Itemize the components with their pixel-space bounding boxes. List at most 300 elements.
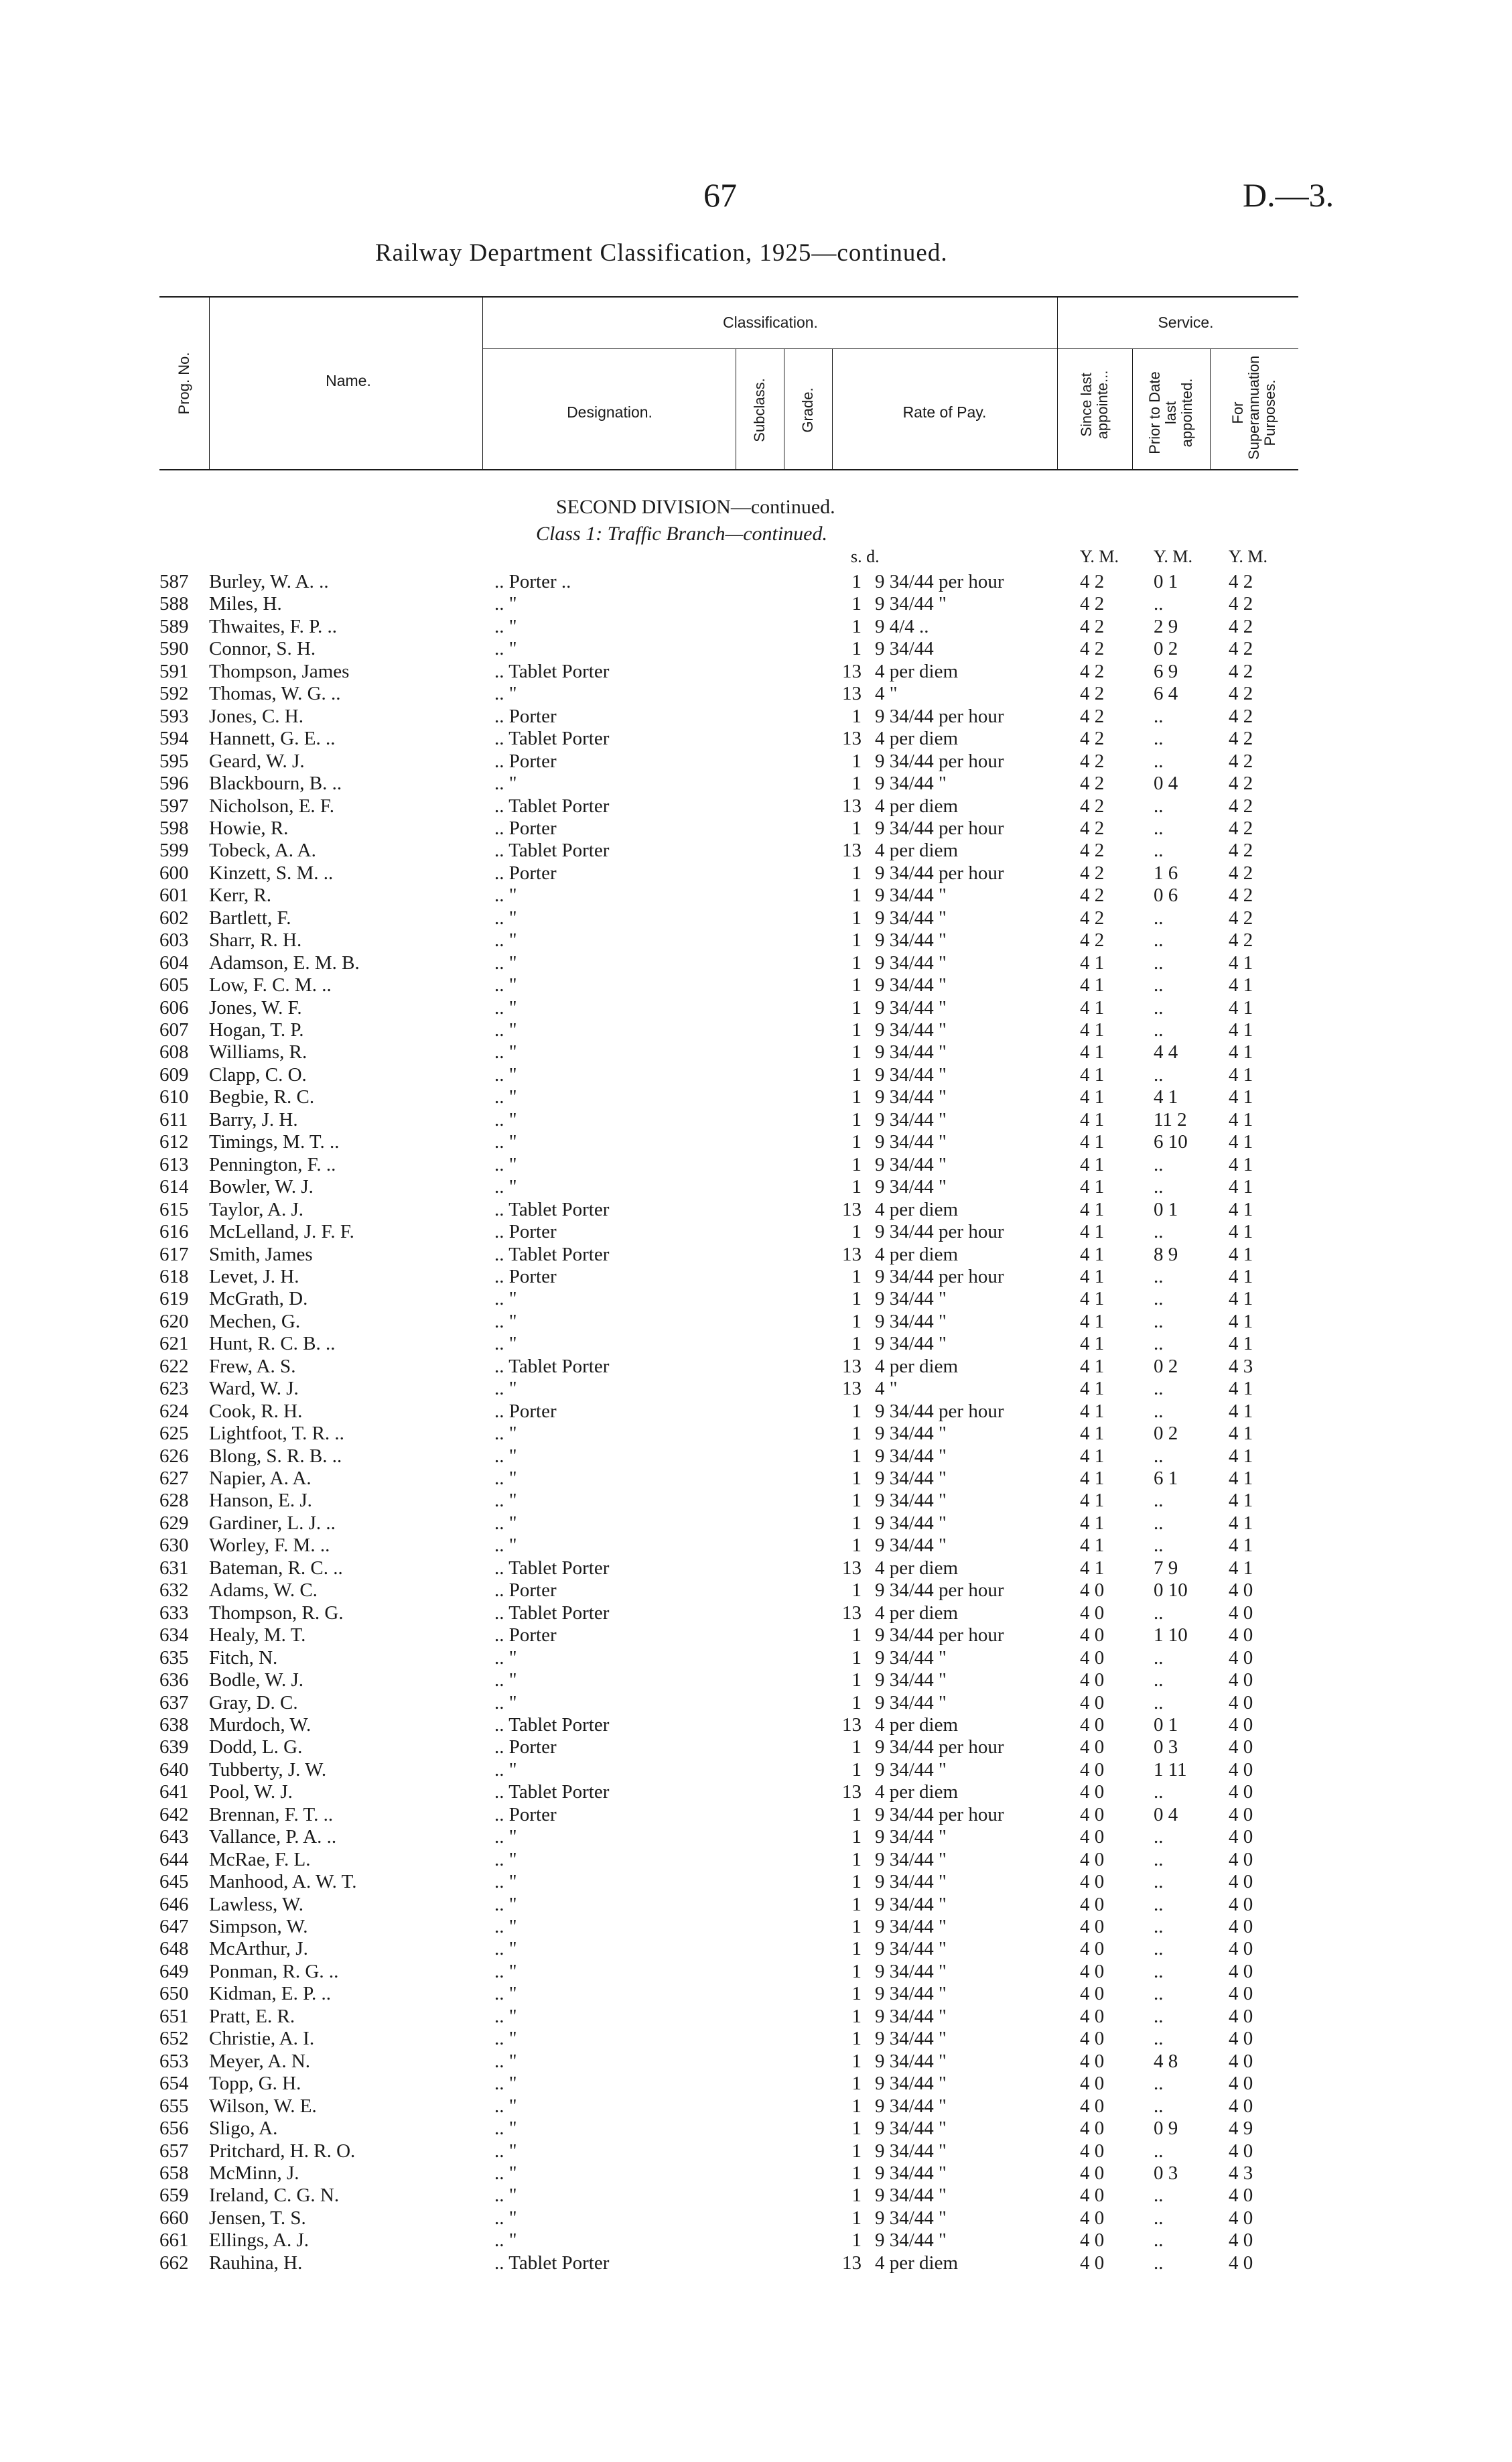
prog-no-cell: 637 xyxy=(159,1691,189,1713)
superannuation-cell: 4 0 xyxy=(1229,1803,1253,1825)
prog-no-cell: 641 xyxy=(159,1781,189,1803)
subclass-cell: 13 xyxy=(842,1198,862,1220)
prog-no-cell: 638 xyxy=(159,1713,189,1736)
prior-to-cell: .. xyxy=(1154,593,1164,615)
since-last-cell: 4 0 xyxy=(1080,1624,1105,1646)
designation-cell: .. Tablet Porter xyxy=(494,1557,610,1579)
superannuation-cell: 4 1 xyxy=(1229,1512,1253,1534)
name-cell: McLelland, J. F. F. xyxy=(209,1221,354,1243)
superannuation-cell: 4 1 xyxy=(1229,1108,1253,1130)
table-row xyxy=(0,929,1512,952)
prior-to-cell: .. xyxy=(1154,2229,1164,2252)
rate-of-pay-cell: 9 34/44 " xyxy=(875,1333,947,1355)
since-last-cell: 4 1 xyxy=(1080,1265,1105,1287)
since-last-cell: 4 1 xyxy=(1080,1288,1105,1310)
name-cell: Howie, R. xyxy=(209,817,289,839)
superannuation-cell: 4 9 xyxy=(1229,2118,1253,2140)
table-row xyxy=(0,1468,1512,1490)
prog-no-cell: 605 xyxy=(159,974,189,996)
prog-no-cell: 660 xyxy=(159,2207,189,2229)
superannuation-cell: 4 0 xyxy=(1229,1758,1253,1780)
prog-no-cell: 619 xyxy=(159,1288,189,1310)
name-cell: Bowler, W. J. xyxy=(209,1176,314,1198)
since-last-cell: 4 1 xyxy=(1080,1041,1105,1063)
since-last-cell: 4 0 xyxy=(1080,1916,1105,1937)
subclass-cell: 1 xyxy=(851,1871,862,1893)
prior-to-cell: .. xyxy=(1154,2028,1164,2050)
rate-of-pay-cell: 9 34/44 " xyxy=(875,952,947,974)
designation-cell: .. " xyxy=(494,1041,517,1063)
subclass-cell: 1 xyxy=(851,638,862,660)
prior-to-cell: .. xyxy=(1154,1669,1164,1691)
designation-cell: .. " xyxy=(494,593,517,615)
prog-no-cell: 644 xyxy=(159,1848,189,1870)
rate-of-pay-cell: 9 34/44 " xyxy=(875,2207,947,2229)
prior-to-cell: .. xyxy=(1154,1781,1164,1803)
table-row xyxy=(0,1356,1512,1378)
rate-of-pay-cell: 9 34/44 per hour xyxy=(875,1400,1004,1422)
designation-cell: .. " xyxy=(494,1176,517,1198)
designation-cell: .. " xyxy=(494,1758,517,1780)
prior-to-cell: 11 2 xyxy=(1154,1108,1187,1130)
prior-to-cell: 6 1 xyxy=(1154,1468,1178,1489)
table-row xyxy=(0,1938,1512,1960)
table-row xyxy=(0,1041,1512,1063)
prog-no-cell: 589 xyxy=(159,615,189,637)
name-cell: Pennington, F. .. xyxy=(209,1153,336,1175)
since-last-cell: 4 2 xyxy=(1080,840,1105,862)
designation-cell: .. Porter xyxy=(494,705,557,727)
prog-no-cell: 659 xyxy=(159,2185,189,2207)
name-cell: Levet, J. H. xyxy=(209,1265,299,1287)
name-cell: Simpson, W. xyxy=(209,1916,308,1937)
name-cell: Manhood, A. W. T. xyxy=(209,1871,357,1893)
superannuation-cell: 4 0 xyxy=(1229,1826,1253,1848)
prior-to-cell: .. xyxy=(1154,1176,1164,1198)
prog-no-cell: 588 xyxy=(159,593,189,615)
prior-to-cell: 0 3 xyxy=(1154,1736,1178,1758)
since-last-cell: 4 0 xyxy=(1080,2185,1105,2207)
subclass-cell: 13 xyxy=(842,660,862,682)
table-row xyxy=(0,1288,1512,1310)
col-divider xyxy=(1057,296,1058,469)
superannuation-cell: 4 0 xyxy=(1229,1736,1253,1758)
rate-of-pay-cell: 9 34/44 per hour xyxy=(875,1624,1004,1646)
subclass-cell: 13 xyxy=(842,1781,862,1803)
prog-no-cell: 628 xyxy=(159,1490,189,1512)
prog-no-cell: 653 xyxy=(159,2050,189,2072)
subclass-cell: 1 xyxy=(851,1758,862,1780)
subclass-cell: 1 xyxy=(851,571,862,592)
superannuation-cell: 4 0 xyxy=(1229,1713,1253,1736)
classification-rule xyxy=(482,348,1057,349)
rate-of-pay-cell: 4 per diem xyxy=(875,728,959,750)
prior-to-cell: .. xyxy=(1154,1378,1164,1400)
table-row xyxy=(0,1199,1512,1221)
prog-no-cell: 602 xyxy=(159,907,189,929)
prog-no-cell: 590 xyxy=(159,638,189,660)
table-row xyxy=(0,1401,1512,1423)
rate-of-pay-cell: 9 34/44 " xyxy=(875,1848,947,1870)
name-cell: Pool, W. J. xyxy=(209,1781,293,1803)
subclass-cell: 1 xyxy=(851,1445,862,1467)
name-cell: Topp, G. H. xyxy=(209,2073,301,2095)
rate-of-pay-cell: 9 34/44 " xyxy=(875,1669,947,1691)
designation-cell: .. " xyxy=(494,2073,517,2095)
designation-cell: .. " xyxy=(494,2118,517,2140)
prog-no-cell: 645 xyxy=(159,1871,189,1893)
table-row xyxy=(0,1333,1512,1355)
superannuation-cell: 4 1 xyxy=(1229,1019,1253,1041)
table-row xyxy=(0,795,1512,818)
units-ym: Y. M. xyxy=(1229,547,1268,566)
since-last-cell: 4 0 xyxy=(1080,1938,1105,1960)
name-cell: Blackbourn, B. .. xyxy=(209,773,342,795)
header-top-rule xyxy=(159,296,1298,298)
col-designation: Designation. xyxy=(567,403,652,421)
since-last-cell: 4 2 xyxy=(1080,929,1105,952)
name-cell: Cook, R. H. xyxy=(209,1400,303,1422)
prior-to-cell: .. xyxy=(1154,1691,1164,1713)
prior-to-cell: .. xyxy=(1154,1960,1164,1982)
prior-to-cell: .. xyxy=(1154,2005,1164,2027)
subclass-cell: 1 xyxy=(851,1960,862,1982)
subclass-cell: 1 xyxy=(851,1221,862,1243)
superannuation-cell: 4 0 xyxy=(1229,1669,1253,1691)
prior-to-cell: .. xyxy=(1154,1535,1164,1557)
name-cell: Tubberty, J. W. xyxy=(209,1758,327,1780)
designation-cell: .. Tablet Porter xyxy=(494,1355,610,1377)
subclass-cell: 1 xyxy=(851,615,862,637)
name-cell: Ponman, R. G. .. xyxy=(209,1960,339,1982)
table-row xyxy=(0,2229,1512,2252)
col-grade: Grade. xyxy=(799,387,816,433)
header-bottom-rule xyxy=(159,469,1298,470)
rate-of-pay-cell: 9 34/44 " xyxy=(875,907,947,929)
prior-to-cell: .. xyxy=(1154,996,1164,1019)
designation-cell: .. " xyxy=(494,1153,517,1175)
prog-no-cell: 627 xyxy=(159,1468,189,1489)
name-cell: Ward, W. J. xyxy=(209,1378,299,1400)
superannuation-cell: 4 0 xyxy=(1229,1871,1253,1893)
subclass-cell: 1 xyxy=(851,974,862,996)
prog-no-cell: 621 xyxy=(159,1333,189,1355)
rate-of-pay-cell: 9 34/44 " xyxy=(875,1758,947,1780)
since-last-cell: 4 0 xyxy=(1080,1646,1105,1669)
since-last-cell: 4 2 xyxy=(1080,862,1105,884)
designation-cell: .. " xyxy=(494,974,517,996)
prog-no-cell: 594 xyxy=(159,728,189,750)
rate-of-pay-cell: 9 34/44 " xyxy=(875,1176,947,1198)
table-row xyxy=(0,1490,1512,1512)
table-row xyxy=(0,1154,1512,1176)
name-cell: Nicholson, E. F. xyxy=(209,795,334,817)
prior-to-cell: 7 9 xyxy=(1154,1557,1178,1579)
prog-no-cell: 591 xyxy=(159,660,189,682)
designation-cell: .. " xyxy=(494,952,517,974)
superannuation-cell: 4 2 xyxy=(1229,773,1253,795)
superannuation-cell: 4 1 xyxy=(1229,1086,1253,1108)
col-divider xyxy=(832,348,833,469)
superannuation-cell: 4 0 xyxy=(1229,1983,1253,2005)
designation-cell: .. " xyxy=(494,1445,517,1467)
col-since-last: Since last appointe... xyxy=(1078,370,1111,440)
superannuation-cell: 4 2 xyxy=(1229,728,1253,750)
name-cell: Connor, S. H. xyxy=(209,638,316,660)
subclass-cell: 1 xyxy=(851,705,862,727)
table-row xyxy=(0,1535,1512,1557)
table-row xyxy=(0,2162,1512,2185)
name-cell: Taylor, A. J. xyxy=(209,1198,303,1220)
table-row xyxy=(0,638,1512,660)
table-row xyxy=(0,1311,1512,1333)
rate-of-pay-cell: 9 34/44 " xyxy=(875,1646,947,1669)
designation-cell: .. " xyxy=(494,683,517,705)
designation-cell: .. " xyxy=(494,1960,517,1982)
rate-of-pay-cell: 4 per diem xyxy=(875,1243,959,1265)
since-last-cell: 4 2 xyxy=(1080,683,1105,705)
superannuation-cell: 4 0 xyxy=(1229,2005,1253,2027)
prior-to-cell: 6 9 xyxy=(1154,660,1178,682)
table-row xyxy=(0,1266,1512,1288)
designation-cell: .. " xyxy=(494,1310,517,1332)
rate-of-pay-cell: 9 34/44 " xyxy=(875,2229,947,2252)
designation-cell: .. " xyxy=(494,1378,517,1400)
prog-no-cell: 634 xyxy=(159,1624,189,1646)
since-last-cell: 4 0 xyxy=(1080,1803,1105,1825)
since-last-cell: 4 2 xyxy=(1080,817,1105,839)
prog-no-cell: 611 xyxy=(159,1108,188,1130)
prior-to-cell: 1 6 xyxy=(1154,862,1178,884)
subclass-cell: 13 xyxy=(842,728,862,750)
superannuation-cell: 4 0 xyxy=(1229,1893,1253,1915)
prog-no-cell: 599 xyxy=(159,840,189,862)
prior-to-cell: 0 4 xyxy=(1154,773,1178,795)
prog-no-cell: 631 xyxy=(159,1557,189,1579)
table-row xyxy=(0,1176,1512,1198)
col-prior-to: Prior to Date last appointed. xyxy=(1146,371,1195,454)
rate-of-pay-cell: 9 34/44 xyxy=(875,638,934,660)
prog-no-cell: 649 xyxy=(159,1960,189,1982)
designation-cell: .. " xyxy=(494,1019,517,1041)
prior-to-cell: .. xyxy=(1154,1400,1164,1422)
prior-to-cell: .. xyxy=(1154,1602,1164,1624)
prior-to-cell: .. xyxy=(1154,1490,1164,1512)
prior-to-cell: .. xyxy=(1154,1333,1164,1355)
prog-no-cell: 655 xyxy=(159,2095,189,2117)
prior-to-cell: .. xyxy=(1154,1646,1164,1669)
designation-cell: .. " xyxy=(494,2207,517,2229)
prog-no-cell: 600 xyxy=(159,862,189,884)
designation-cell: .. " xyxy=(494,1086,517,1108)
prior-to-cell: 0 1 xyxy=(1154,571,1178,592)
designation-cell: .. " xyxy=(494,2095,517,2117)
rate-of-pay-cell: 9 34/44 " xyxy=(875,2185,947,2207)
name-cell: Hannett, G. E. .. xyxy=(209,728,336,750)
prior-to-cell: .. xyxy=(1154,1826,1164,1848)
name-cell: Pritchard, H. R. O. xyxy=(209,2140,356,2162)
rate-of-pay-cell: 9 34/44 " xyxy=(875,2162,947,2184)
subclass-cell: 13 xyxy=(842,683,862,705)
superannuation-cell: 4 1 xyxy=(1229,1490,1253,1512)
subclass-cell: 1 xyxy=(851,1893,862,1915)
since-last-cell: 4 0 xyxy=(1080,2118,1105,2140)
subclass-cell: 1 xyxy=(851,1691,862,1713)
table-row xyxy=(0,1624,1512,1646)
prior-to-cell: .. xyxy=(1154,1848,1164,1870)
since-last-cell: 4 1 xyxy=(1080,1445,1105,1467)
superannuation-cell: 4 2 xyxy=(1229,571,1253,592)
since-last-cell: 4 2 xyxy=(1080,571,1105,592)
designation-cell: .. " xyxy=(494,1333,517,1355)
subclass-cell: 1 xyxy=(851,1983,862,2005)
rate-of-pay-cell: 9 34/44 " xyxy=(875,1063,947,1086)
rate-of-pay-cell: 9 34/44 per hour xyxy=(875,1803,1004,1825)
superannuation-cell: 4 2 xyxy=(1229,929,1253,952)
designation-cell: .. Porter xyxy=(494,1579,557,1602)
subclass-cell: 13 xyxy=(842,1355,862,1377)
prog-no-cell: 632 xyxy=(159,1579,189,1602)
since-last-cell: 4 0 xyxy=(1080,1781,1105,1803)
designation-cell: .. " xyxy=(494,1938,517,1960)
designation-cell: .. Tablet Porter xyxy=(494,660,610,682)
name-cell: Kerr, R. xyxy=(209,885,272,907)
superannuation-cell: 4 1 xyxy=(1229,1041,1253,1063)
table-row xyxy=(0,1871,1512,1893)
rate-of-pay-cell: 9 34/44 " xyxy=(875,1512,947,1534)
subclass-cell: 1 xyxy=(851,2050,862,2072)
name-cell: Worley, F. M. .. xyxy=(209,1535,330,1557)
subclass-cell: 1 xyxy=(851,1131,862,1153)
since-last-cell: 4 2 xyxy=(1080,705,1105,727)
superannuation-cell: 4 1 xyxy=(1229,1176,1253,1198)
prior-to-cell: .. xyxy=(1154,1871,1164,1893)
subclass-cell: 13 xyxy=(842,2252,862,2274)
superannuation-cell: 4 3 xyxy=(1229,2162,1253,2184)
designation-cell: .. " xyxy=(494,1423,517,1445)
rate-of-pay-cell: 9 34/44 " xyxy=(875,1445,947,1467)
rate-of-pay-cell: 9 34/44 per hour xyxy=(875,705,1004,727)
rate-of-pay-cell: 4 per diem xyxy=(875,1355,959,1377)
since-last-cell: 4 0 xyxy=(1080,1983,1105,2005)
designation-cell: .. " xyxy=(494,1871,517,1893)
prior-to-cell: 0 4 xyxy=(1154,1803,1178,1825)
prior-to-cell: 0 3 xyxy=(1154,2162,1178,2184)
designation-cell: .. " xyxy=(494,1983,517,2005)
superannuation-cell: 4 1 xyxy=(1229,1221,1253,1243)
superannuation-cell: 4 0 xyxy=(1229,2229,1253,2252)
since-last-cell: 4 0 xyxy=(1080,1602,1105,1624)
subclass-cell: 1 xyxy=(851,2185,862,2207)
subclass-cell: 1 xyxy=(851,1535,862,1557)
col-divider xyxy=(1132,348,1133,469)
table-row xyxy=(0,2051,1512,2073)
rate-of-pay-cell: 9 34/44 " xyxy=(875,996,947,1019)
subclass-cell: 1 xyxy=(851,1736,862,1758)
name-cell: Ireland, C. G. N. xyxy=(209,2185,340,2207)
prog-no-cell: 614 xyxy=(159,1176,189,1198)
prior-to-cell: 1 10 xyxy=(1154,1624,1188,1646)
superannuation-cell: 4 1 xyxy=(1229,1265,1253,1287)
rate-of-pay-cell: 4 per diem xyxy=(875,1713,959,1736)
prog-no-cell: 648 xyxy=(159,1938,189,1960)
prior-to-cell: .. xyxy=(1154,817,1164,839)
prog-no-cell: 604 xyxy=(159,952,189,974)
table-row xyxy=(0,728,1512,750)
units-ym: Y. M. xyxy=(1080,547,1119,566)
subclass-cell: 1 xyxy=(851,2162,862,2184)
since-last-cell: 4 2 xyxy=(1080,795,1105,817)
designation-cell: .. Porter xyxy=(494,1736,557,1758)
since-last-cell: 4 0 xyxy=(1080,1736,1105,1758)
subclass-cell: 1 xyxy=(851,1646,862,1669)
table-row xyxy=(0,1244,1512,1266)
since-last-cell: 4 0 xyxy=(1080,2140,1105,2162)
subclass-cell: 13 xyxy=(842,795,862,817)
superannuation-cell: 4 2 xyxy=(1229,840,1253,862)
superannuation-cell: 4 1 xyxy=(1229,1400,1253,1422)
since-last-cell: 4 0 xyxy=(1080,2050,1105,2072)
subclass-cell: 13 xyxy=(842,1602,862,1624)
prog-no-cell: 595 xyxy=(159,750,189,772)
rate-of-pay-cell: 9 34/44 " xyxy=(875,773,947,795)
prog-no-cell: 646 xyxy=(159,1893,189,1915)
since-last-cell: 4 0 xyxy=(1080,1960,1105,1982)
rate-of-pay-cell: 4 per diem xyxy=(875,1198,959,1220)
prior-to-cell: 0 2 xyxy=(1154,638,1178,660)
subclass-cell: 1 xyxy=(851,1086,862,1108)
table-row xyxy=(0,1602,1512,1624)
rate-of-pay-cell: 4 " xyxy=(875,683,898,705)
subclass-cell: 1 xyxy=(851,1579,862,1602)
rate-of-pay-cell: 9 34/44 " xyxy=(875,885,947,907)
designation-cell: .. Porter xyxy=(494,750,557,772)
prog-no-cell: 639 xyxy=(159,1736,189,1758)
rate-of-pay-cell: 4 per diem xyxy=(875,660,959,682)
subclass-cell: 1 xyxy=(851,1826,862,1848)
prog-no-cell: 642 xyxy=(159,1803,189,1825)
units-ym: Y. M. xyxy=(1154,547,1193,566)
table-row xyxy=(0,1512,1512,1535)
subclass-cell: 13 xyxy=(842,1378,862,1400)
subclass-cell: 1 xyxy=(851,817,862,839)
table-row xyxy=(0,907,1512,929)
since-last-cell: 4 1 xyxy=(1080,1243,1105,1265)
superannuation-cell: 4 0 xyxy=(1229,2252,1253,2274)
name-cell: Mechen, G. xyxy=(209,1310,301,1332)
since-last-cell: 4 1 xyxy=(1080,1355,1105,1377)
designation-cell: .. Porter .. xyxy=(494,571,571,592)
table-row xyxy=(0,885,1512,907)
superannuation-cell: 4 0 xyxy=(1229,1602,1253,1624)
prog-no-cell: 647 xyxy=(159,1916,189,1937)
table-row xyxy=(0,571,1512,593)
table-row xyxy=(0,1894,1512,1916)
prog-no-cell: 618 xyxy=(159,1265,189,1287)
page-number: 67 xyxy=(703,176,737,214)
designation-cell: .. Porter xyxy=(494,1400,557,1422)
col-rate-of-pay: Rate of Pay. xyxy=(902,403,987,421)
subclass-cell: 1 xyxy=(851,773,862,795)
table-row xyxy=(0,2095,1512,2118)
designation-cell: .. " xyxy=(494,2028,517,2050)
prog-no-cell: 633 xyxy=(159,1602,189,1624)
rate-of-pay-cell: 9 34/44 " xyxy=(875,1468,947,1489)
prog-no-cell: 661 xyxy=(159,2229,189,2252)
superannuation-cell: 4 0 xyxy=(1229,2073,1253,2095)
rate-of-pay-cell: 9 34/44 " xyxy=(875,1960,947,1982)
subclass-cell: 1 xyxy=(851,1153,862,1175)
